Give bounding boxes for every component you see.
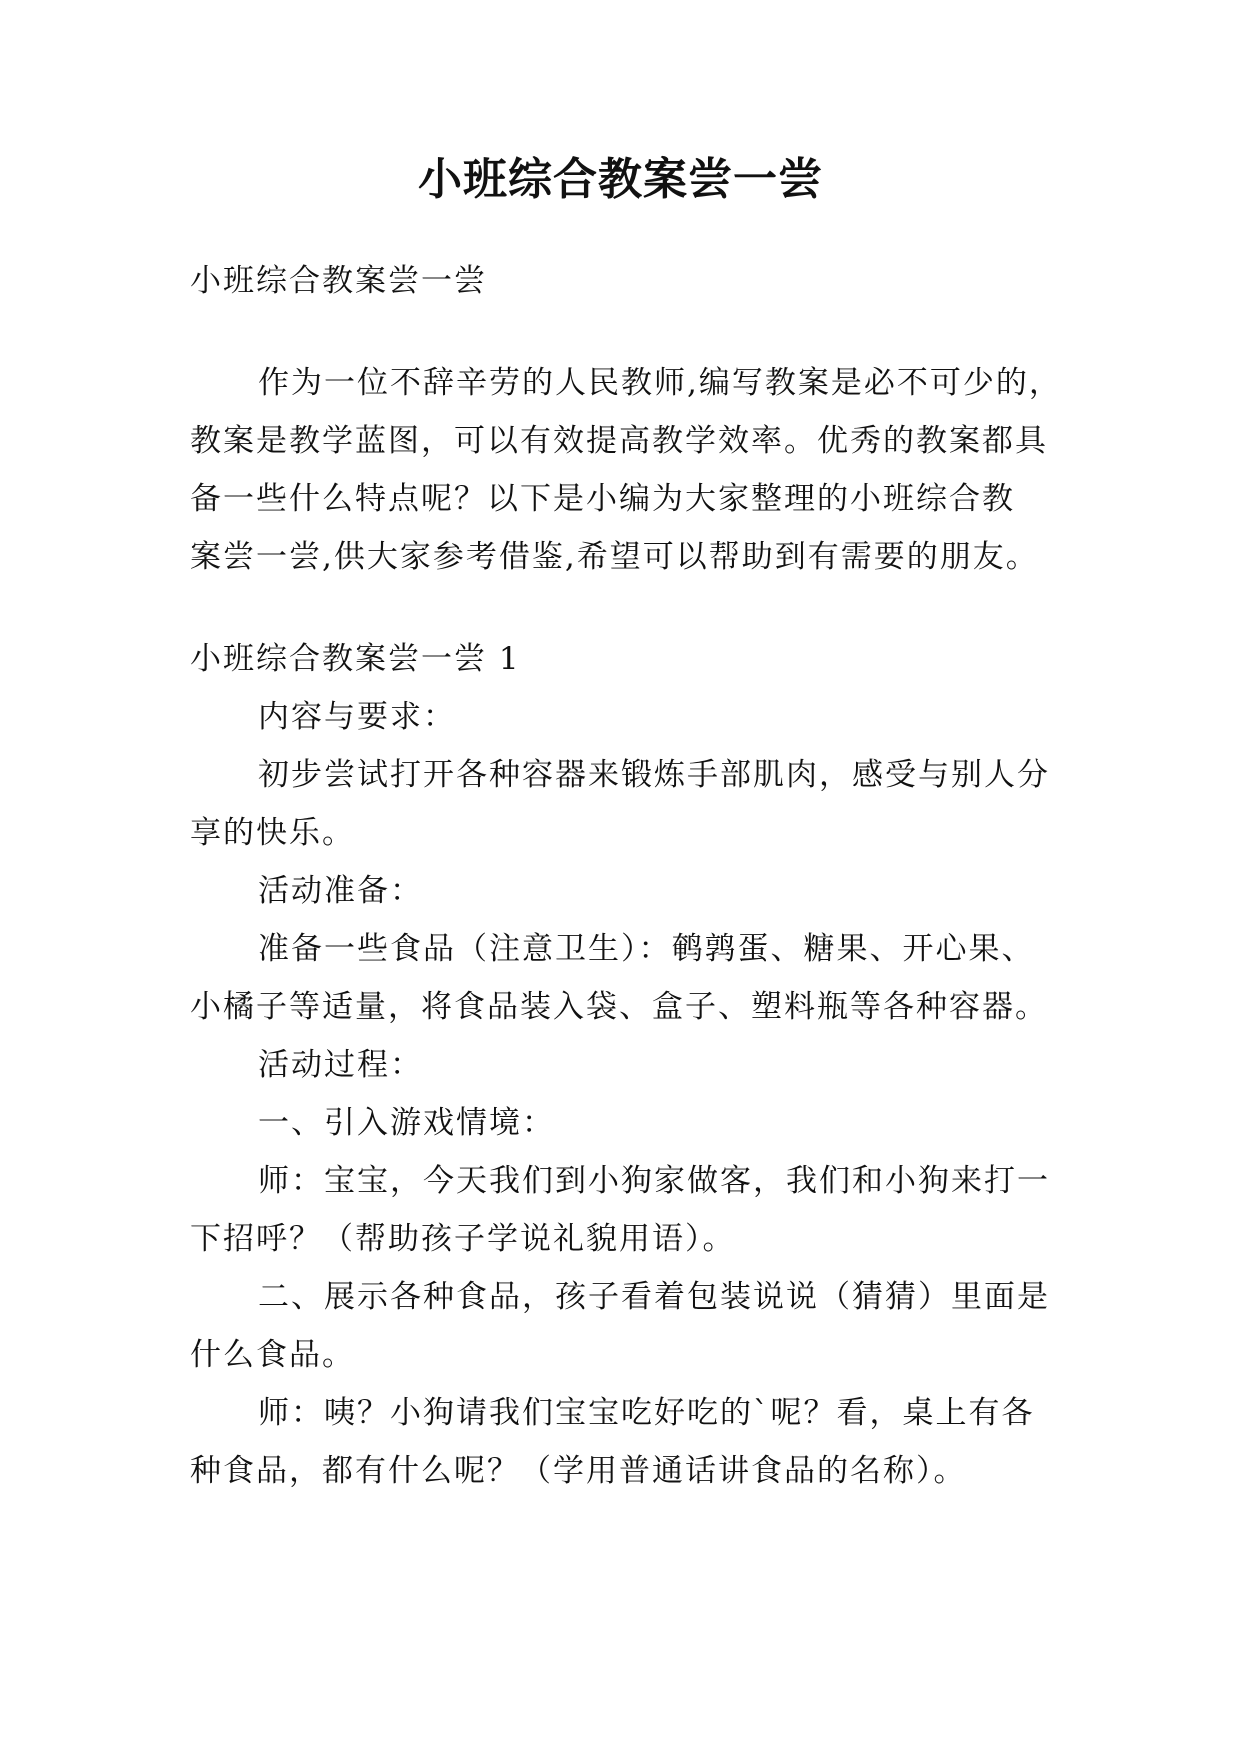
content-text: 初步尝试打开各种容器来锻炼手部肌肉，感受与别人分 (258, 757, 1050, 793)
step-heading: 什么食品。 (190, 1337, 355, 1373)
process-label: 活动过程： (258, 1047, 423, 1083)
prep-text: 准备一些食品（注意卫生）：鹌鹑蛋、糖果、开心果、 (258, 931, 1035, 967)
prep-label: 活动准备： (258, 873, 423, 909)
prep-text: 小橘子等适量，将食品装入袋、盒子、塑料瓶等各种容器。 (190, 989, 1048, 1025)
intro-line: 教案是教学蓝图，可以有效提高教学效率。优秀的教案都具 (190, 423, 1048, 459)
teacher-line: 种食品，都有什么呢？（学用普通话讲食品的名称）。 (190, 1453, 967, 1489)
section-heading: 小班综合教案尝一尝 1 (190, 641, 521, 677)
document-subtitle: 小班综合教案尝一尝 (190, 263, 487, 299)
intro-line: 备一些什么特点呢？以下是小编为大家整理的小班综合教 (190, 481, 1015, 517)
intro-line: 作为一位不辞辛劳的人民教师,编写教案是必不可少的， (258, 365, 1062, 401)
teacher-line: 师：宝宝，今天我们到小狗家做客，我们和小狗来打一 (258, 1163, 1050, 1199)
teacher-line: 下招呼？（帮助孩子学说礼貌用语）。 (190, 1221, 736, 1257)
intro-line: 案尝一尝,供大家参考借鉴,希望可以帮助到有需要的朋友。 (190, 539, 1039, 575)
content-label: 内容与要求： (258, 699, 456, 735)
content-text: 享的快乐。 (190, 815, 355, 851)
teacher-line: 师：咦？小狗请我们宝宝吃好吃的`呢？看，桌上有各 (258, 1395, 1035, 1431)
document-title: 小班综合教案尝一尝 (418, 154, 823, 205)
step-heading: 一、引入游戏情境： (258, 1105, 555, 1141)
step-heading: 二、展示各种食品，孩子看着包装说说（猜猜）里面是 (258, 1279, 1050, 1315)
